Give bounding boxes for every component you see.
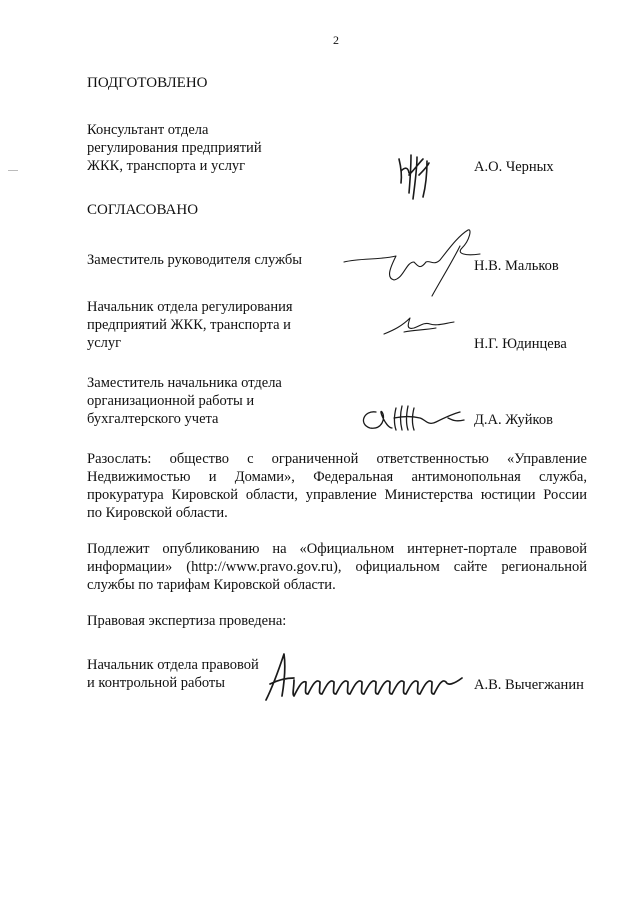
signature-malkov [340,222,490,302]
prepared-heading: ПОДГОТОВЛЕНО [87,75,208,91]
signer-2-name: Н.Г. Юдинцева [474,336,567,352]
distribution-line-4: по Кировской области. [87,505,228,521]
legal-review-name: А.В. Вычегжанин [474,677,584,693]
legal-review-position-line-2: и контрольной работы [87,675,225,691]
signer-2-position-line-3: услуг [87,335,122,351]
publication-line-1: Подлежит опубликованию на «Официальном интернет-портале правовой [87,541,587,557]
publication-paragraph [87,540,587,594]
scan-margin-mark [8,170,18,171]
signer-3-position-line-3: бухгалтерского учета [87,411,219,427]
distribution-paragraph [87,450,587,522]
signer-3-position-line-2: организационной работы и [87,393,255,409]
legal-review-text: Правовая экспертиза проведена: [87,613,287,629]
prepared-name: А.О. Черных [474,159,554,175]
agreed-heading: СОГЛАСОВАНО [87,202,199,218]
prepared-position-line-2: регулирования предприятий [87,140,262,156]
signer-2-position-line-1: Начальник отдела регулирования [87,299,293,315]
legal-review-position-line-1: Начальник отдела правовой [87,657,259,673]
signature-chernykh [393,145,443,205]
publication-line-2: информации» (http://www.pravo.gov.ru), официальном сайте региональной [87,559,587,575]
distribution-line-2: Недвижимостью и Домами», Федеральная антимонопольная служба, [87,469,587,485]
distribution-line-3: прокуратура Кировской области, управление Министерства юстиции России [87,487,587,503]
signer-3-name: Д.А. Жуйков [474,412,553,428]
signer-1-name: Н.В. Мальков [474,258,559,274]
signer-3-position-line-1: Заместитель начальника отдела [87,375,282,391]
page-number: 2 [333,33,339,47]
distribution-line-1: Разослать: общество с ограниченной ответственностью «Управление [87,451,587,467]
prepared-position-line-1: Консультант отдела [87,122,209,138]
signature-yudintseva [380,312,460,342]
signer-2-position-line-2: предприятий ЖКК, транспорта и [87,317,291,333]
signature-zhuykov [356,398,468,438]
prepared-position-line-3: ЖКК, транспорта и услуг [87,158,246,174]
signer-1-position-line-1: Заместитель руководителя службы [87,252,303,268]
signature-vychegzhanin [258,648,468,706]
publication-line-3: службы по тарифам Кировской области. [87,577,336,593]
